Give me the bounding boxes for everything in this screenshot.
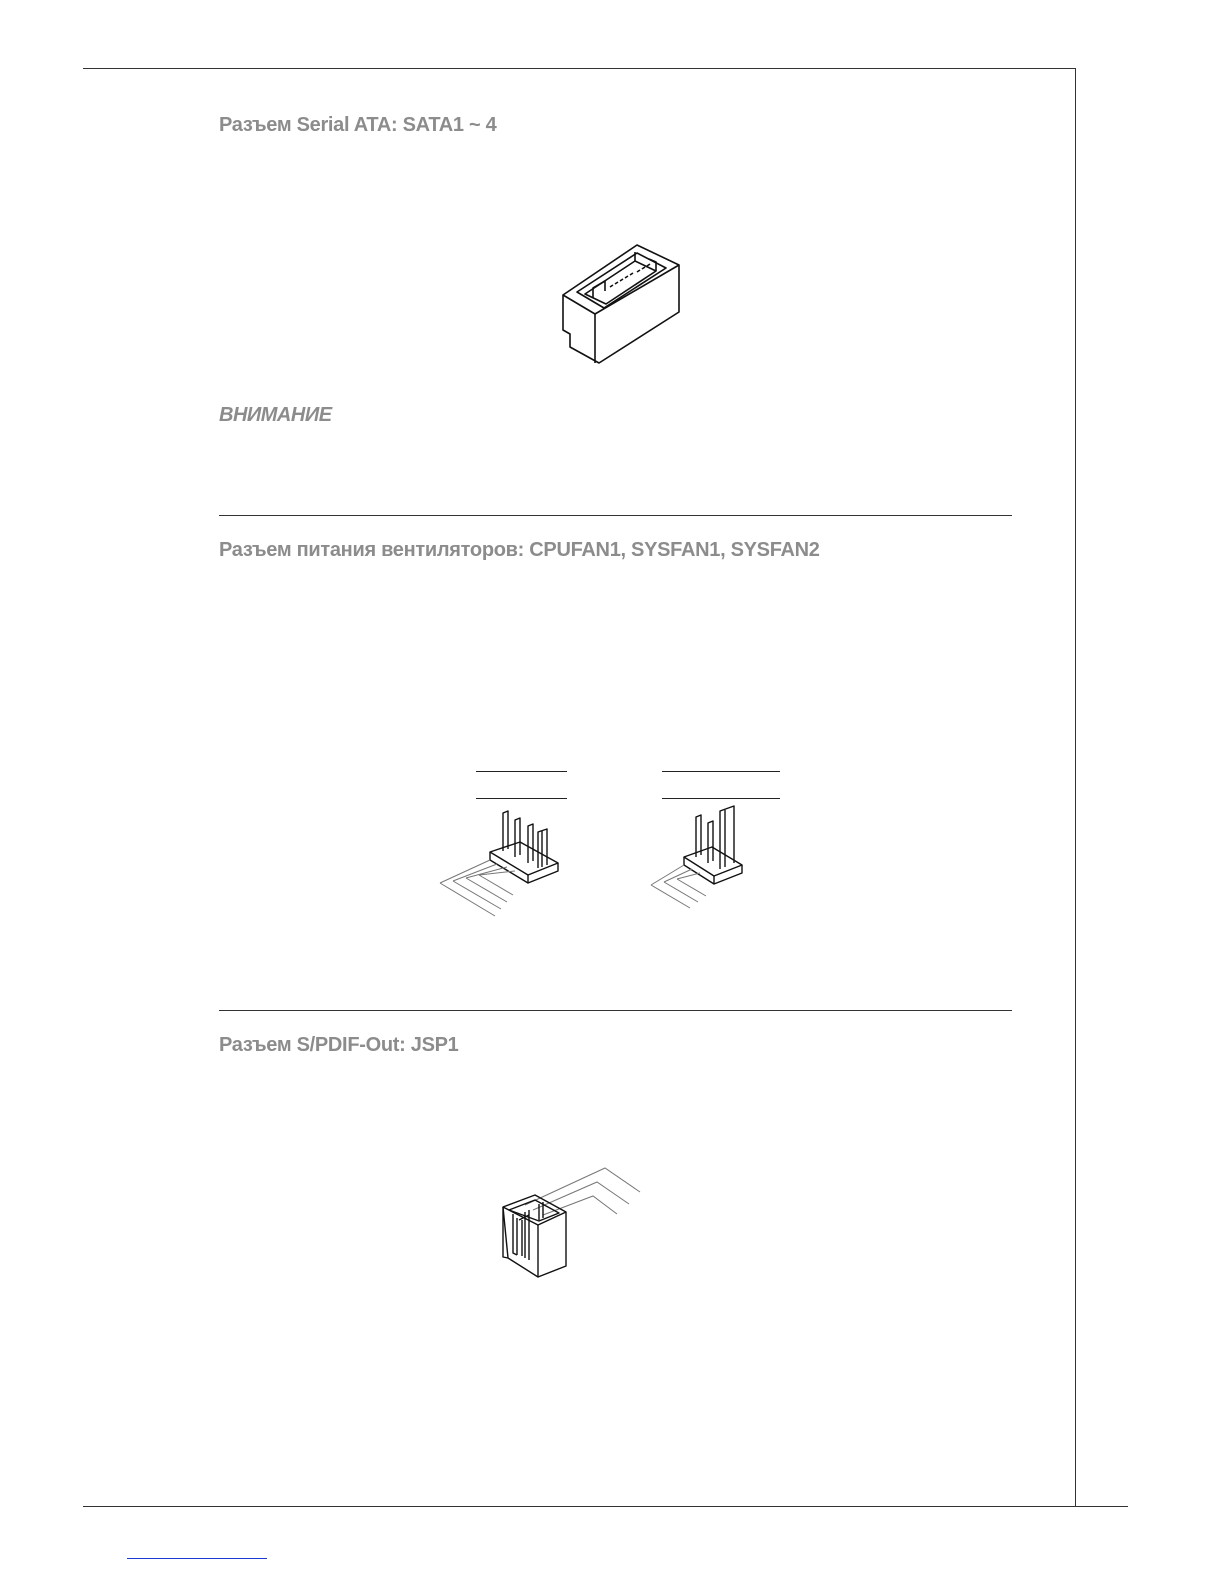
spdif-connector-icon <box>495 1160 645 1280</box>
page-frame-bottom-rule <box>83 1506 1128 1507</box>
footer-link-underline[interactable] <box>127 1558 267 1559</box>
sata-connector-icon <box>555 240 685 368</box>
cpufan-4pin-connector-icon <box>435 805 570 920</box>
fan-section-title: Разъем питания вентиляторов: CPUFAN1, SYSFAN1, SYSFAN2 <box>219 539 820 561</box>
section-divider-2 <box>219 1010 1012 1011</box>
caution-label: ВНИМАНИЕ <box>219 404 332 426</box>
page-frame-top-rule <box>83 68 1076 69</box>
sysfan-label-line-2 <box>662 798 780 799</box>
sysfan-label-line-1 <box>662 771 780 772</box>
cpufan-label-line-1 <box>476 771 567 772</box>
page-frame-right-rule <box>1075 68 1076 1507</box>
cpufan-label-line-2 <box>476 798 567 799</box>
spdif-section-title: Разъем S/PDIF-Out: JSP1 <box>219 1034 459 1056</box>
sysfan-3pin-connector-icon <box>646 805 756 910</box>
sata-section-title: Разъем Serial ATA: SATA1 ~ 4 <box>219 114 497 136</box>
section-divider-1 <box>219 515 1012 516</box>
